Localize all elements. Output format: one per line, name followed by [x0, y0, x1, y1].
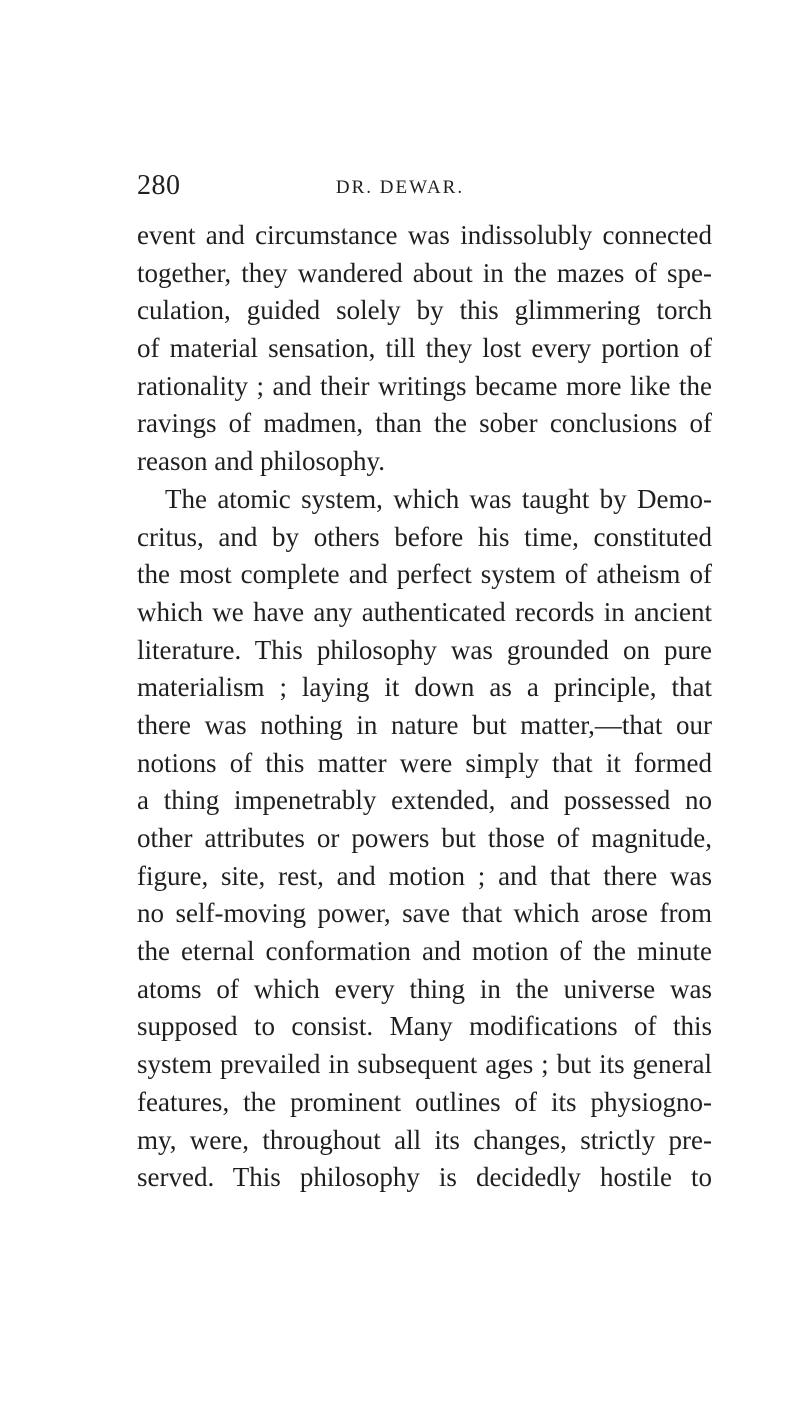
text-line: event and circumstance was indissolubly connected: [137, 220, 712, 250]
text-line: there was nothing in nature but matter,—that our: [137, 709, 712, 740]
text-line: The atomic system, which was taught by Demo-: [165, 483, 712, 514]
text-line: a thing impenetrably extended, and possessed no: [137, 785, 712, 816]
text-line: critus, and by others before his time, constituted: [137, 521, 712, 552]
text-line: ravings of madmen, than the sober conclusions of: [137, 408, 712, 439]
body-text: [137, 217, 712, 1197]
text-line: together, they wandered about in the mazes of spe-: [137, 257, 712, 288]
text-line: no self-moving power, save that which arose from: [137, 898, 712, 929]
text-line: materialism ; laying it down as a principle, that: [137, 672, 712, 703]
paragraph: [137, 217, 712, 481]
text-line: which we have any authenticated records in ancient: [137, 596, 712, 627]
running-head: DR. DEWAR.: [335, 177, 465, 198]
text-line: culation, guided solely by this glimmering torch: [137, 295, 712, 326]
text-line: served. This philosophy is decidedly hostile to: [137, 1162, 712, 1193]
text-line: literature. This philosophy was grounded on pure: [137, 634, 712, 665]
text-line: the eternal conformation and motion of the minute: [137, 936, 712, 967]
page-number: 280: [137, 170, 181, 201]
text-line: system prevailed in subsequent ages ; but its general: [137, 1049, 712, 1080]
text-line: notions of this matter were simply that it formed: [137, 747, 712, 778]
text-line: supposed to consist. Many modifications of this: [137, 1011, 712, 1042]
text-line: rationality ; and their writings became more like the: [137, 370, 712, 401]
text-line: of material sensation, till they lost every portion of: [137, 333, 712, 364]
text-line: reason and philosophy.: [137, 446, 385, 477]
text-line: features, the prominent outlines of its physiogno-: [137, 1086, 712, 1117]
paragraph: [137, 481, 712, 1197]
text-line: figure, site, rest, and motion ; and that there was: [137, 860, 712, 891]
text-line: my, were, throughout all its changes, strictly pre-: [137, 1124, 712, 1155]
text-line: the most complete and perfect system of atheism of: [137, 559, 712, 590]
text-line: atoms of which every thing in the universe was: [137, 973, 712, 1004]
text-line: other attributes or powers but those of magnitude,: [137, 823, 712, 853]
